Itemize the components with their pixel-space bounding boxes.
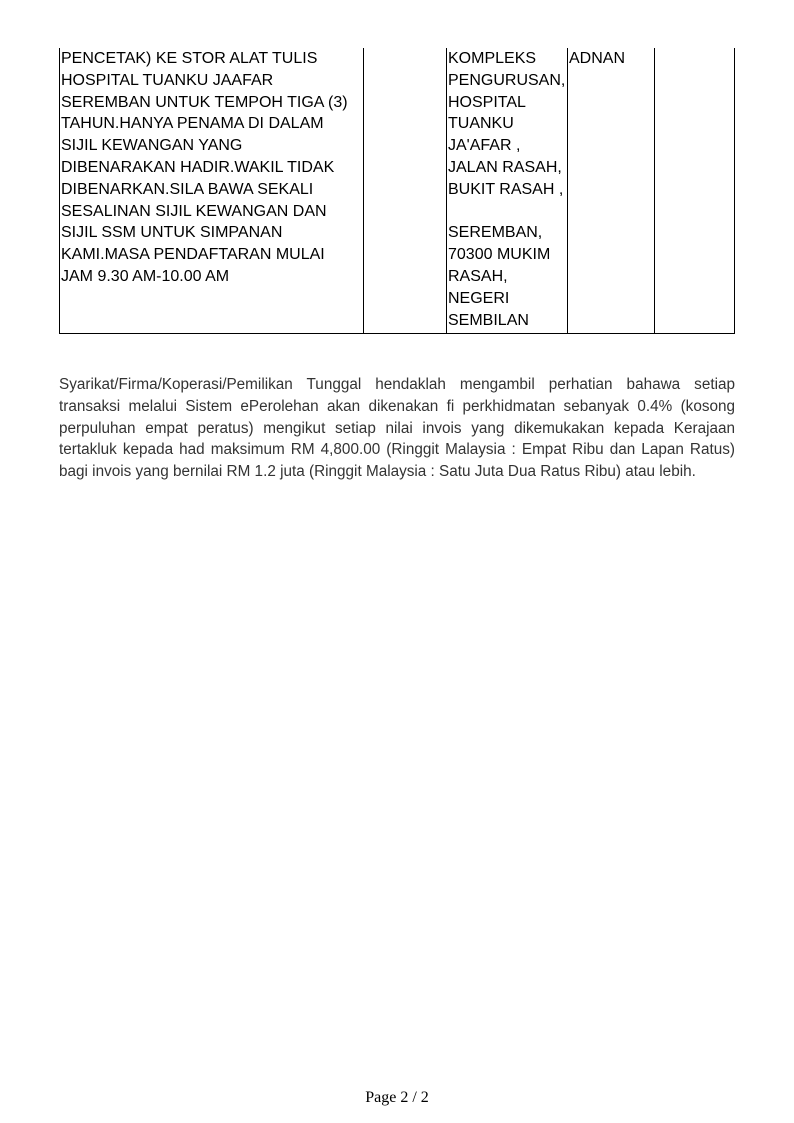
- tender-table: [59, 48, 735, 334]
- description-line: TAHUN.HANYA PENAMA DI DALAM: [61, 115, 324, 133]
- description-line: SIJIL KEWANGAN YANG: [61, 137, 243, 155]
- location-line: 70300 MUKIM: [448, 246, 551, 264]
- empty-cell-2: [654, 48, 735, 333]
- description-line: HOSPITAL TUANKU JAAFAR: [61, 71, 274, 89]
- description-line: PENCETAK) KE STOR ALAT TULIS: [61, 50, 318, 67]
- description-line: SESALINAN SIJIL KEWANGAN DAN: [61, 202, 327, 220]
- empty-cell-1: [363, 48, 446, 333]
- location-line: SEMBILAN: [448, 311, 529, 329]
- description-line: SIJIL SSM UNTUK SIMPANAN: [61, 224, 283, 242]
- officer-name: ADNAN: [569, 50, 626, 67]
- description-line: DIBENARAKAN HADIR.WAKIL TIDAK: [61, 158, 335, 176]
- description-line: JAM 9.30 AM-10.00 AM: [61, 267, 230, 285]
- location-cell: [446, 48, 567, 333]
- officer-cell: [567, 48, 654, 333]
- location-line: TUANKU: [448, 115, 514, 133]
- location-line: JA'AFAR ,: [448, 137, 521, 155]
- location-line: RASAH,: [448, 267, 508, 285]
- description-lines: [60, 48, 363, 288]
- location-line: NEGERI: [448, 289, 510, 307]
- location-line: JALAN RASAH,: [448, 158, 562, 176]
- description-line: KAMI.MASA PENDAFTARAN MULAI: [61, 246, 325, 264]
- location-line: SEREMBAN,: [448, 224, 543, 242]
- location-lines: [447, 48, 567, 331]
- location-line: BUKIT RASAH ,: [448, 180, 564, 198]
- description-cell: [60, 48, 363, 333]
- location-line: HOSPITAL: [448, 93, 526, 111]
- service-fee-notice: Syarikat/Firma/Koperasi/Pemilikan Tunggal hendaklah mengambil perhatian bahawa setiap transaksi melalui Sistem ePerolehan akan dikenakan fi perkhidmatan sebanyak 0.4% (kosong perpuluhan empat peratus) mengikut setiap nilai invois yang dikemukakan kepada Kerajaan tertakluk kepada had maksimum RM 4,800.00 (Ringgit Malaysia : Empat Ribu dan Lapan Ratus) bagi invois yang bernilai RM 1.2 juta (Ringgit Malaysia : Satu Juta Dua Ratus Ribu) atau lebih.: [59, 376, 735, 481]
- description-line: DIBENARKAN.SILA BAWA SEKALI: [61, 180, 314, 198]
- location-line: KOMPLEKS: [448, 50, 537, 67]
- description-line: SEREMBAN UNTUK TEMPOH TIGA (3): [61, 93, 348, 111]
- page-number: Page 2 / 2: [365, 1089, 429, 1106]
- location-line: PENGURUSAN,: [448, 71, 566, 89]
- location-line: [447, 201, 567, 223]
